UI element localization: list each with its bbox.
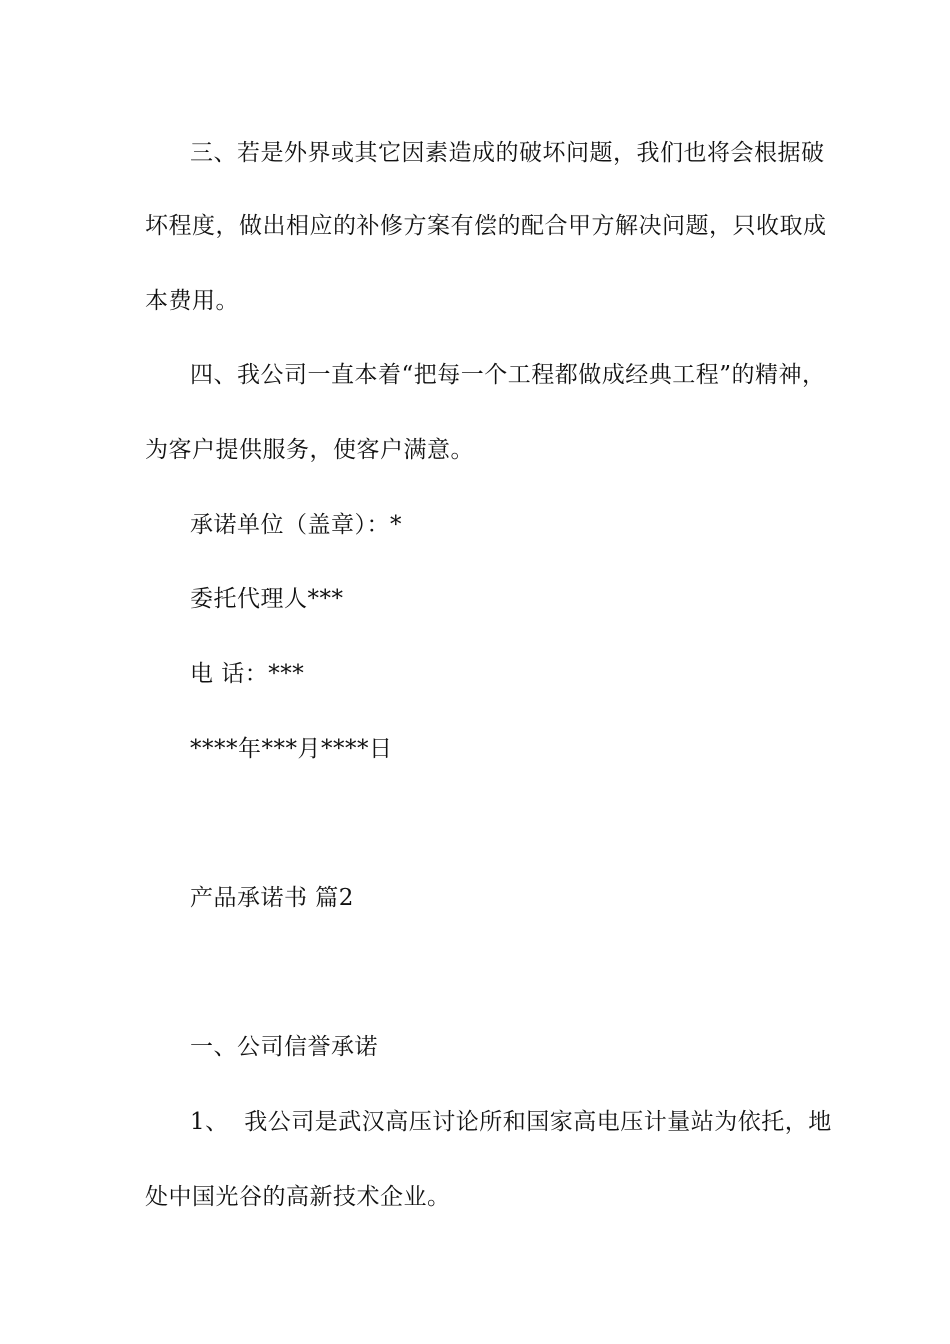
para3-line2: 坏程度，做出相应的补修方案有偿的配合甲方解决问题，只收取成 — [145, 213, 827, 239]
signature-date: ****年***月****日 — [190, 736, 393, 762]
para4-line1: 四、我公司一直本着“把每一个工程都做成经典工程”的精神， — [190, 362, 826, 388]
signature-phone: 电 话：*** — [190, 661, 305, 687]
para4-line2: 为客户提供服务，使客户满意。 — [145, 437, 474, 463]
para3-line3: 本费用。 — [145, 288, 239, 314]
para3-line1: 三、若是外界或其它因素造成的破坏问题，我们也将会根据破 — [190, 140, 825, 166]
signature-unit: 承诺单位（盖章）：* — [190, 512, 402, 538]
signature-agent: 委托代理人*** — [190, 586, 344, 612]
item1-line2: 处中国光谷的高新技术企业。 — [145, 1184, 451, 1210]
section2-title: 产品承诺书 篇2 — [190, 885, 354, 911]
heading-credit-commitment: 一、公司信誉承诺 — [190, 1034, 378, 1060]
item1-line1: 1、 我公司是武汉高压讨论所和国家高电压计量站为依托，地 — [190, 1109, 832, 1135]
